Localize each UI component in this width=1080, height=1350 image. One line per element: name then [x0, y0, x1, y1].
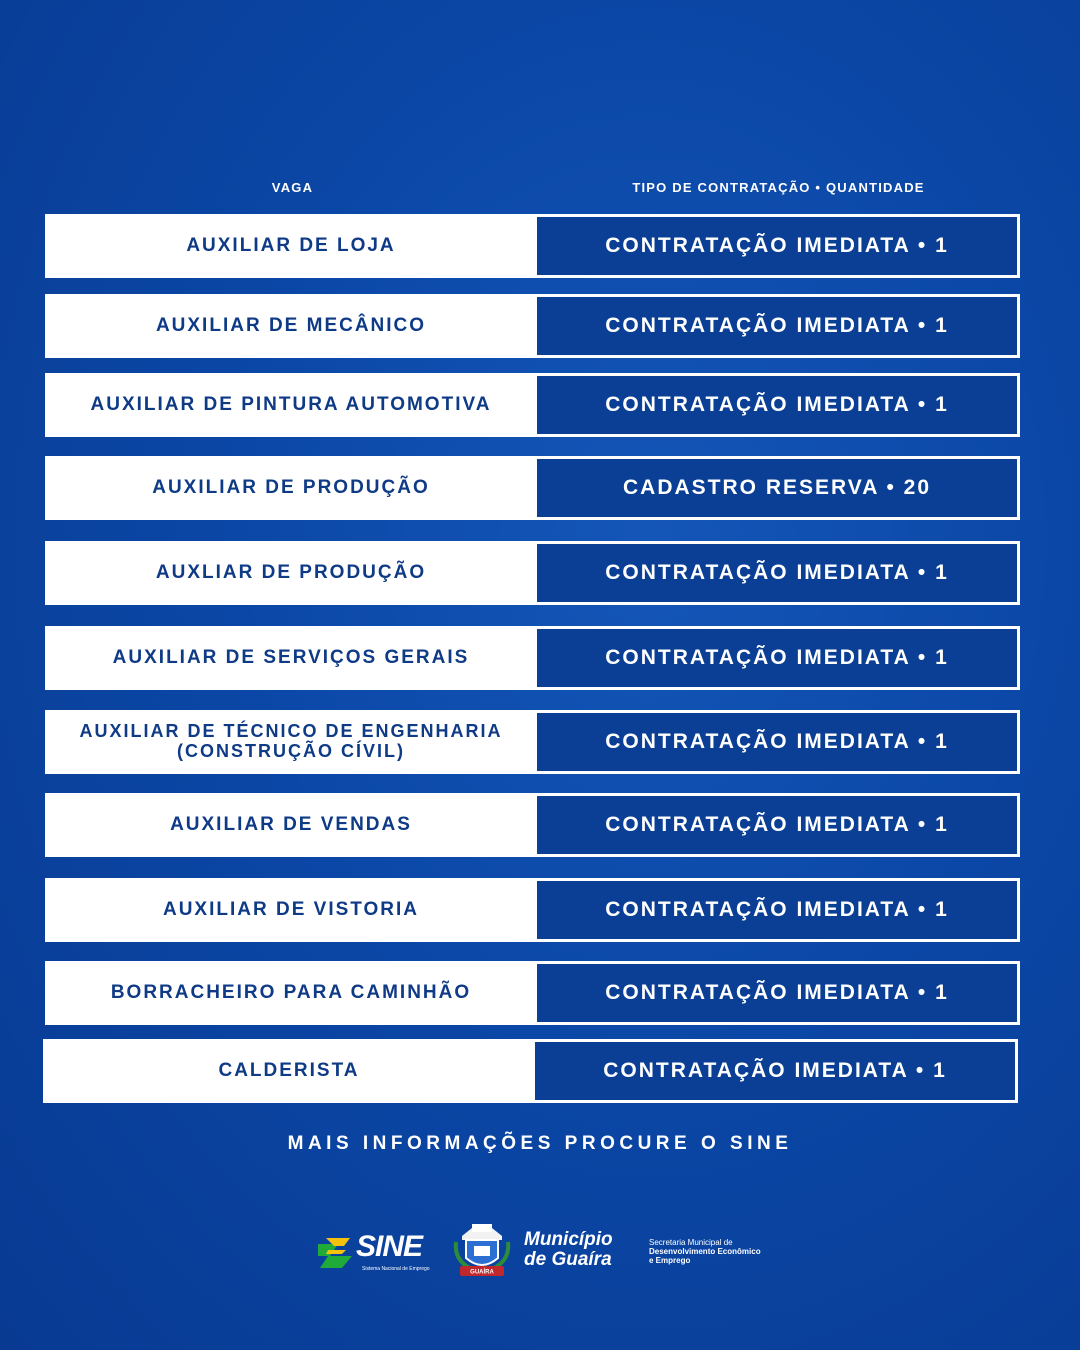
vaga-cell: AUXILIAR DE TÉCNICO DE ENGENHARIA (CONSTRUÇÃO CÍVIL) — [45, 710, 537, 774]
tipo-cell: CONTRATAÇÃO IMEDIATA • 1 — [534, 626, 1020, 690]
sine-mark-icon — [316, 1234, 356, 1270]
tipo-cell: CONTRATAÇÃO IMEDIATA • 1 — [532, 1039, 1018, 1103]
municipio-line2: de Guaíra — [524, 1249, 612, 1270]
municipio-line1: Município — [524, 1229, 613, 1250]
vaga-cell: AUXILIAR DE VISTORIA — [45, 878, 537, 942]
vaga-cell: AUXILIAR DE LOJA — [45, 214, 537, 278]
municipio-logo — [524, 1230, 613, 1270]
tipo-cell: CONTRATAÇÃO IMEDIATA • 1 — [534, 878, 1020, 942]
vaga-cell: AUXILIAR DE SERVIÇOS GERAIS — [45, 626, 537, 690]
footer-logos — [316, 1218, 776, 1288]
sine-logo — [316, 1230, 434, 1280]
tipo-cell: CONTRATAÇÃO IMEDIATA • 1 — [534, 294, 1020, 358]
tipo-cell: CONTRATAÇÃO IMEDIATA • 1 — [534, 541, 1020, 605]
municipal-crest-icon — [452, 1220, 512, 1280]
vaga-cell: AUXILIAR DE PRODUÇÃO — [45, 456, 537, 520]
tipo-cell: CONTRATAÇÃO IMEDIATA • 1 — [534, 961, 1020, 1025]
tipo-cell: CADASTRO RESERVA • 20 — [534, 456, 1020, 520]
table-row — [43, 1039, 1018, 1103]
table-row — [45, 626, 1020, 690]
tipo-cell: CONTRATAÇÃO IMEDIATA • 1 — [534, 214, 1020, 278]
header-vaga: VAGA — [271, 180, 314, 195]
table-row — [45, 214, 1020, 278]
vaga-cell: AUXILIAR DE MECÂNICO — [45, 294, 537, 358]
vaga-cell: CALDERISTA — [43, 1039, 535, 1103]
table-row — [45, 878, 1020, 942]
vaga-cell: AUXILIAR DE VENDAS — [45, 793, 537, 857]
crest-label: GUAÍRA — [470, 1269, 494, 1276]
secretaria-line2: Desenvolvimento Econômico — [649, 1247, 761, 1256]
secretaria-line3: e Emprego — [649, 1256, 691, 1265]
table-row — [45, 373, 1020, 437]
tipo-cell: CONTRATAÇÃO IMEDIATA • 1 — [534, 373, 1020, 437]
footer-info: MAIS INFORMAÇÕES PROCURE O SINE — [287, 1133, 793, 1154]
header-tipo: TIPO DE CONTRATAÇÃO • QUANTIDADE — [632, 180, 925, 195]
sine-wordmark: SINE — [356, 1230, 423, 1263]
table-row — [45, 710, 1020, 774]
table-header — [0, 180, 1080, 200]
table-row — [45, 961, 1020, 1025]
tipo-cell: CONTRATAÇÃO IMEDIATA • 1 — [534, 793, 1020, 857]
secretaria-text — [649, 1238, 769, 1265]
table-row — [45, 793, 1020, 857]
table-row — [45, 541, 1020, 605]
vaga-cell: AUXLIAR DE PRODUÇÃO — [45, 541, 537, 605]
vaga-cell: AUXILIAR DE PINTURA AUTOMOTIVA — [45, 373, 537, 437]
table-row — [45, 456, 1020, 520]
table-row — [45, 294, 1020, 358]
vaga-cell: BORRACHEIRO PARA CAMINHÃO — [45, 961, 537, 1025]
tipo-cell: CONTRATAÇÃO IMEDIATA • 1 — [534, 710, 1020, 774]
sine-subtitle: Sistema Nacional de Emprego — [362, 1266, 430, 1272]
secretaria-line1: Secretaria Municipal de — [649, 1238, 733, 1247]
